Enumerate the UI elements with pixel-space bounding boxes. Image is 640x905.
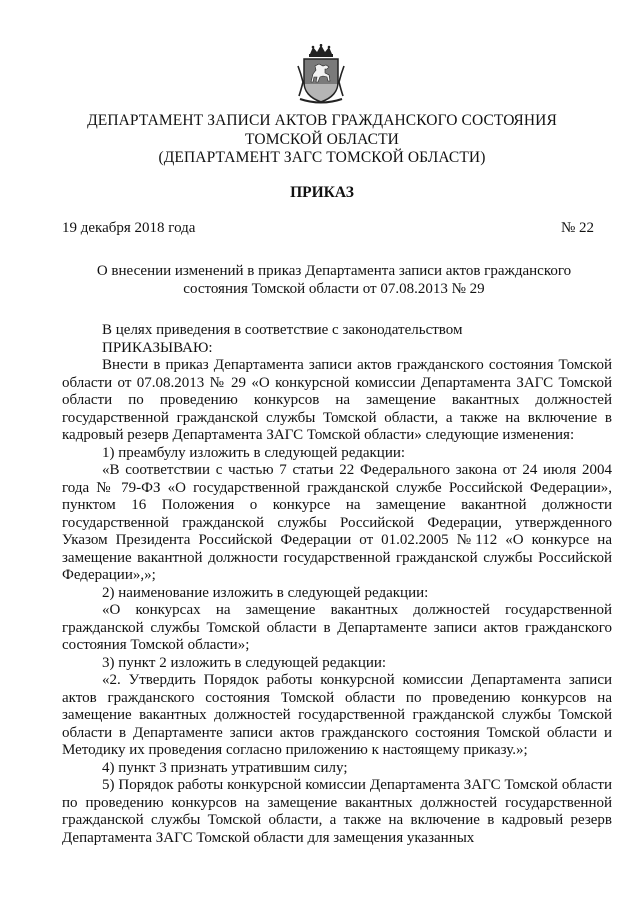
body-paragraph-item-2: 2) наименование изложить в следующей редакции: bbox=[102, 584, 429, 601]
body-paragraph-item-5: 5) Порядок работы конкурсной комиссии Департамента ЗАГС Томской области по проведению конкурсов на замещение вакантных должностей государственной гражданской службы Томской области, а также на включение в кадровый резерв Департамента ЗАГС Томской области для замещения указанных bbox=[62, 777, 612, 846]
order-body bbox=[62, 322, 612, 847]
order-subject bbox=[60, 262, 608, 298]
body-paragraph-changes-intro: Внести в приказ Департамента записи актов гражданского состояния Томской области от 07.08.2013 № 29 «О конкурсной комиссии Департамента ЗАГС Томской области по проведению конкурсов на замещение вакантных должностей государственной гражданской службы Томской области, а также на включение в кадровый резерв Департамента ЗАГС Томской области» следующие изменения: bbox=[62, 357, 612, 443]
tomsk-oblast-coat-of-arms-icon bbox=[296, 44, 346, 106]
body-paragraph-order-word: ПРИКАЗЫВАЮ: bbox=[102, 339, 213, 356]
department-header-line3: (ДЕПАРТАМЕНТ ЗАГС ТОМСКОЙ ОБЛАСТИ) bbox=[158, 149, 486, 166]
order-subject-line1: О внесении изменений в приказ Департамента записи актов гражданского bbox=[96, 263, 572, 279]
body-paragraph-preamble: В целях приведения в соответствие с законодательством bbox=[102, 322, 463, 338]
body-paragraph-item-3: 3) пункт 2 изложить в следующей редакции: bbox=[102, 654, 387, 671]
department-header-line2: ТОМСКОЙ ОБЛАСТИ bbox=[245, 130, 399, 148]
department-header bbox=[60, 112, 584, 168]
body-paragraph-item-4: 4) пункт 3 признать утратившим силу; bbox=[102, 759, 348, 776]
body-paragraph-item-1-text: «В соответствии с частью 7 статьи 22 Федерального закона от 24 июля 2004 года № 79-ФЗ «О государственной гражданской службе Российской Федерации», пунктом 16 Положения о конкурсе на замещение вакантной должности государственной гражданской службы Российской Федерации, утвержденного Указом Президента Российской Федерации от 01.02.2005 №112 «О конкурсе на замещение вакантной должности государственной гражданской службы Российской Федерации»,»; bbox=[62, 462, 612, 583]
order-date: 19 декабря 2018 года bbox=[62, 220, 196, 236]
body-paragraph-item-1: 1) преамбулу изложить в следующей редакции: bbox=[102, 444, 406, 461]
order-number: № 22 bbox=[560, 220, 594, 236]
body-paragraph-item-2-text: «О конкурсах на замещение вакантных должностей государственной гражданской службы Томской области в Департаменте записи актов гражданского состояния Томской области»; bbox=[62, 602, 612, 653]
order-title: ПРИКАЗ bbox=[290, 184, 354, 201]
order-subject-line2: состояния Томской области от 07.08.2013 № 29 bbox=[183, 281, 485, 297]
department-header-line1: ДЕПАРТАМЕНТ ЗАПИСИ АКТОВ ГРАЖДАНСКОГО СОСТОЯНИЯ bbox=[87, 112, 557, 129]
body-paragraph-item-3-text: «2. Утвердить Порядок работы конкурсной комиссии Департамента записи актов гражданского состояния Томской области по проведению конкурсов на замещение вакантных должностей государственной гражданской службы Томской области в Департаменте записи актов гражданского состояния Томской области и Методику их проведения согласно приложению к настоящему приказу.»; bbox=[62, 672, 612, 758]
